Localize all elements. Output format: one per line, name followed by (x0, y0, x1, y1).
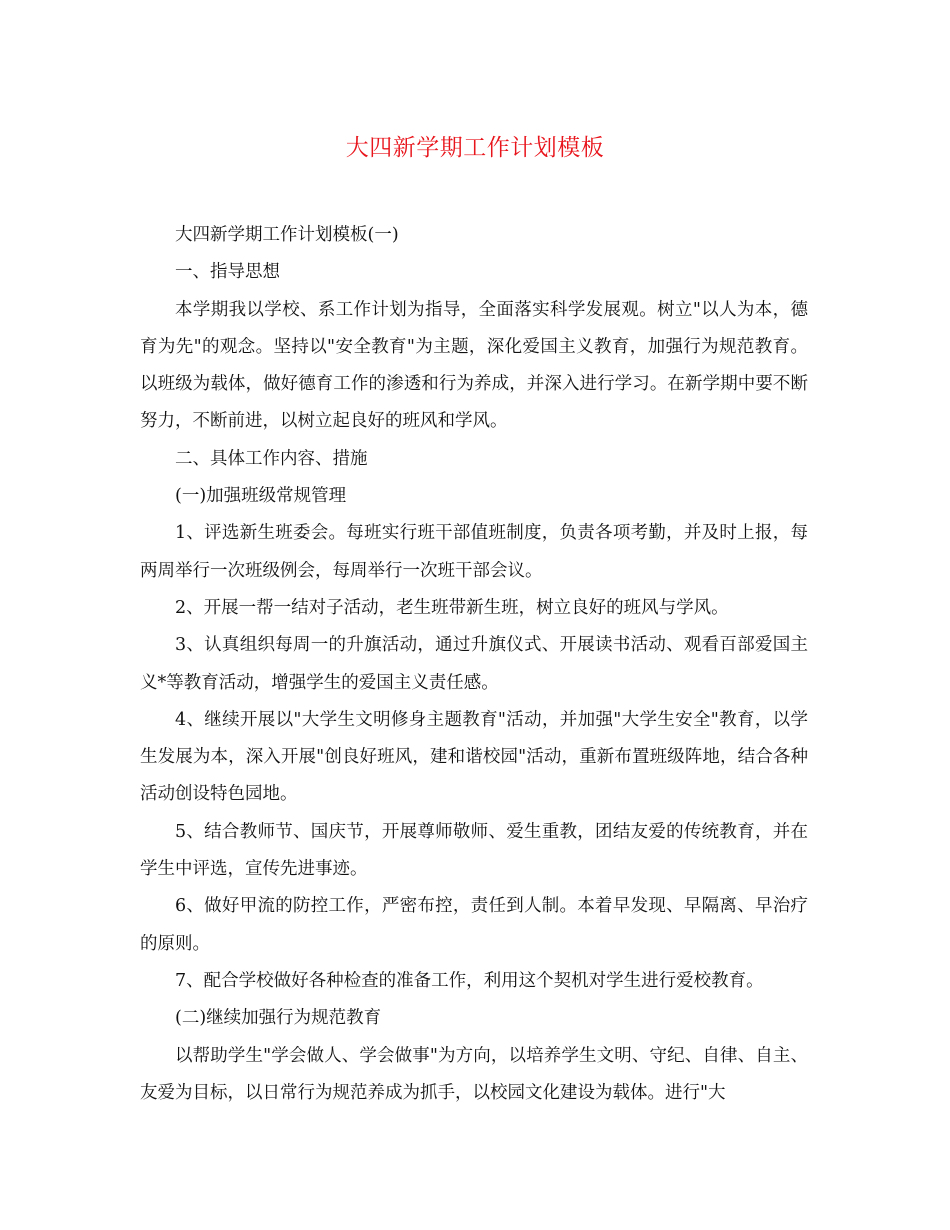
paragraph-subtitle: 大四新学期工作计划模板(一) (175, 225, 399, 245)
list-item-6: 6、做好甲流的防控工作，严密布控，责任到人制。本着早发现、早隔离、早治疗的原则。 (140, 896, 808, 954)
subsection-heading-class-management: (一)加强班级常规管理 (175, 486, 347, 507)
list-item-2: 2、开展一帮一结对子活动，老生班带新生班，树立良好的班风与学风。 (175, 597, 729, 618)
list-item-4: 4、继续开展以"大学生文明修身主题教育"活动，并加强"大学生安全"教育，以学生发展为本，深入开展"创良好班风，建和谐校园"活动，重新布置班级阵地，结合各种活动创设特色园地。 (140, 709, 808, 805)
paragraph-behavior-education: 以帮助学生"学会做人、学会做事"为方向，以培养学生文明、守纪、自律、自主、友爱为目标，以日常行为规范养成为抓手，以校园文化建设为载体。进行"大 (140, 1045, 808, 1103)
list-item-1: 1、评选新生班委会。每班实行班干部值班制度，负责各项考勤，并及时上报，每两周举行一次班级例会，每周举行一次班干部会议。 (140, 523, 808, 581)
document-title: 大四新学期工作计划模板 (345, 135, 605, 161)
list-item-3: 3、认真组织每周一的升旗活动，通过升旗仪式、开展读书活动、观看百部爱国主义*等教育活动，增强学生的爱国主义责任感。 (140, 635, 808, 693)
document-body (140, 217, 808, 1112)
paragraph-guiding-thought: 本学期我以学校、系工作计划为指导，全面落实科学发展观。树立"以人为本，德育为先"的观念。坚持以"安全教育"为主题，深化爱国主义教育，加强行为规范教育。以班级为载体，做好德育工作的渗透和行为养成，并深入进行学习。在新学期中要不断努力，不断前进，以树立起良好的班风和学风。 (140, 299, 808, 432)
list-item-5: 5、结合教师节、国庆节，开展尊师敬师、爱生重教，团结友爱的传统教育，并在学生中评选，宣传先进事迹。 (140, 821, 808, 880)
list-item-7: 7、配合学校做好各种检查的准备工作，利用这个契机对学生进行爱校教育。 (175, 970, 764, 991)
section-heading-work-content: 二、具体工作内容、措施 (175, 448, 368, 469)
section-heading-guiding-thought: 一、指导思想 (175, 262, 280, 283)
subsection-heading-behavior-education: (二)继续加强行为规范教育 (175, 1008, 382, 1029)
